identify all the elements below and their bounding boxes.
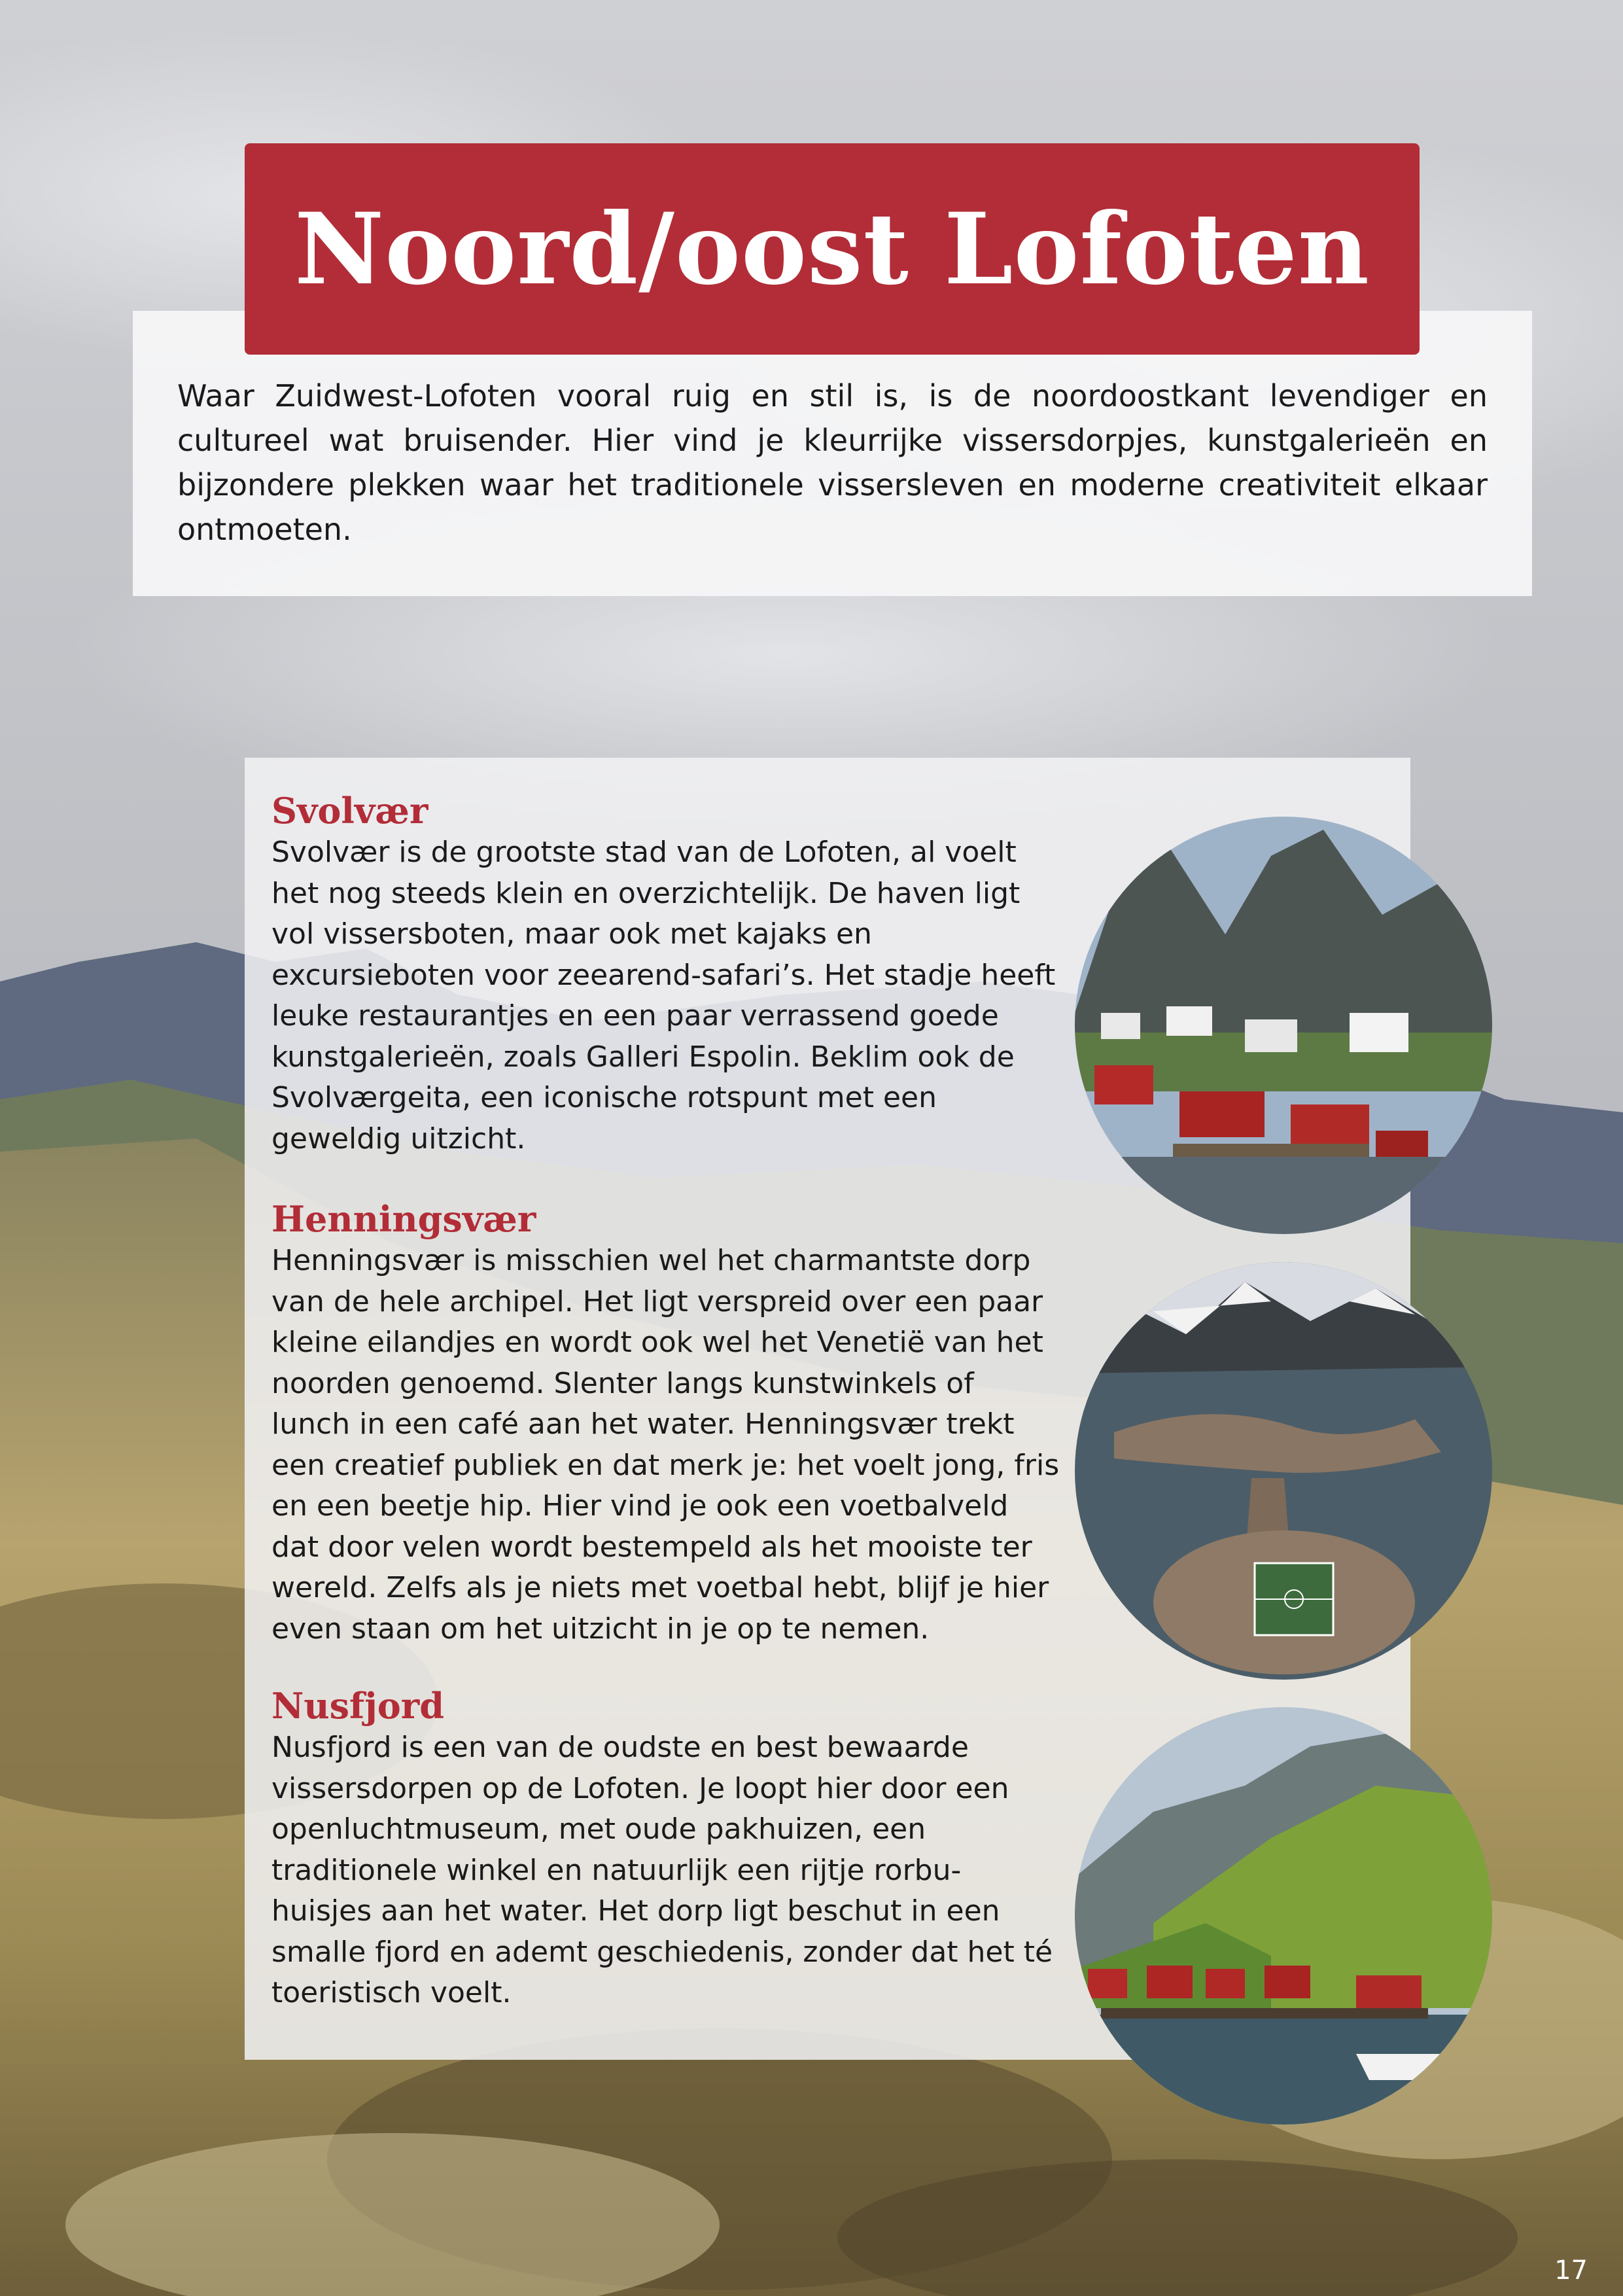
henningsvaer-photo: [1075, 1262, 1492, 1680]
section-heading: Nusfjord: [271, 1685, 445, 1727]
section-heading: Henningsvær: [271, 1198, 536, 1240]
section-text: Svolvær is de grootste stad van de Lofoten, al voelt het nog steeds klein en overzichtelijk. De haven ligt vol vissersboten, maar ook met kajaks en excursieboten voor zeearend-safari’s. Het stadje heeft leuke restaurantjes en een paar verrassend goede kunstgalerieën, zoals Galleri Espolin. Beklim ook de Svolværgeita, een iconische rotspunt met een geweldig uitzicht.: [271, 836, 1056, 1156]
intro-paragraph: Waar Zuidwest-Lofoten vooral ruig en stil is, is de noordoostkant levendiger en cultureel wat bruisender. Hier vind je kleurrijke vissersdorpjes, kunstgalerieën en bijzondere plekken waar het traditionele vissersleven en moderne creativiteit elkaar ontmoeten.: [177, 378, 1488, 547]
section-text: Henningsvær is misschien wel het charmantste dorp van de hele archipel. Het ligt verspreid over een paar kleine eilandjes en wordt ook wel het Venetië van het noorden genoemd. Slenter langs kunstwinkels of lunch in een café aan het water. Henningsvær trekt een creatief publiek en dat merk je: het voelt jong, fris en een beetje hip. Hier vind je ook een voetbalveld dat door velen wordt bestempeld als het mooiste ter wereld. Zelfs als je niets met voetbal hebt, blijf je hier even staan om het uitzicht in je op te nemen.: [271, 1244, 1060, 1646]
section-henningsvaer: [271, 1197, 1060, 1650]
svolvaer-photo: [1075, 817, 1492, 1234]
section-nusfjord: [271, 1684, 1060, 2014]
page-number: 17: [1554, 2255, 1588, 2286]
page-title: Noord/oost Lofoten: [294, 191, 1370, 307]
section-text: Nusfjord is een van de oudste en best bewaarde vissersdorpen op de Lofoten. Je loopt hier door een openluchtmuseum, met oude pakhuizen, een traditionele winkel en natuurlijk een rijtje rorbu-huisjes aan het water. Het dorp ligt beschut in een smalle fjord en ademt geschiedenis, zonder dat het té toeristisch voelt.: [271, 1731, 1053, 2009]
nusfjord-photo: [1075, 1707, 1492, 2125]
section-svolvaer: [271, 789, 1060, 1159]
section-heading: Svolvær: [271, 790, 428, 832]
title-banner: [245, 143, 1420, 355]
